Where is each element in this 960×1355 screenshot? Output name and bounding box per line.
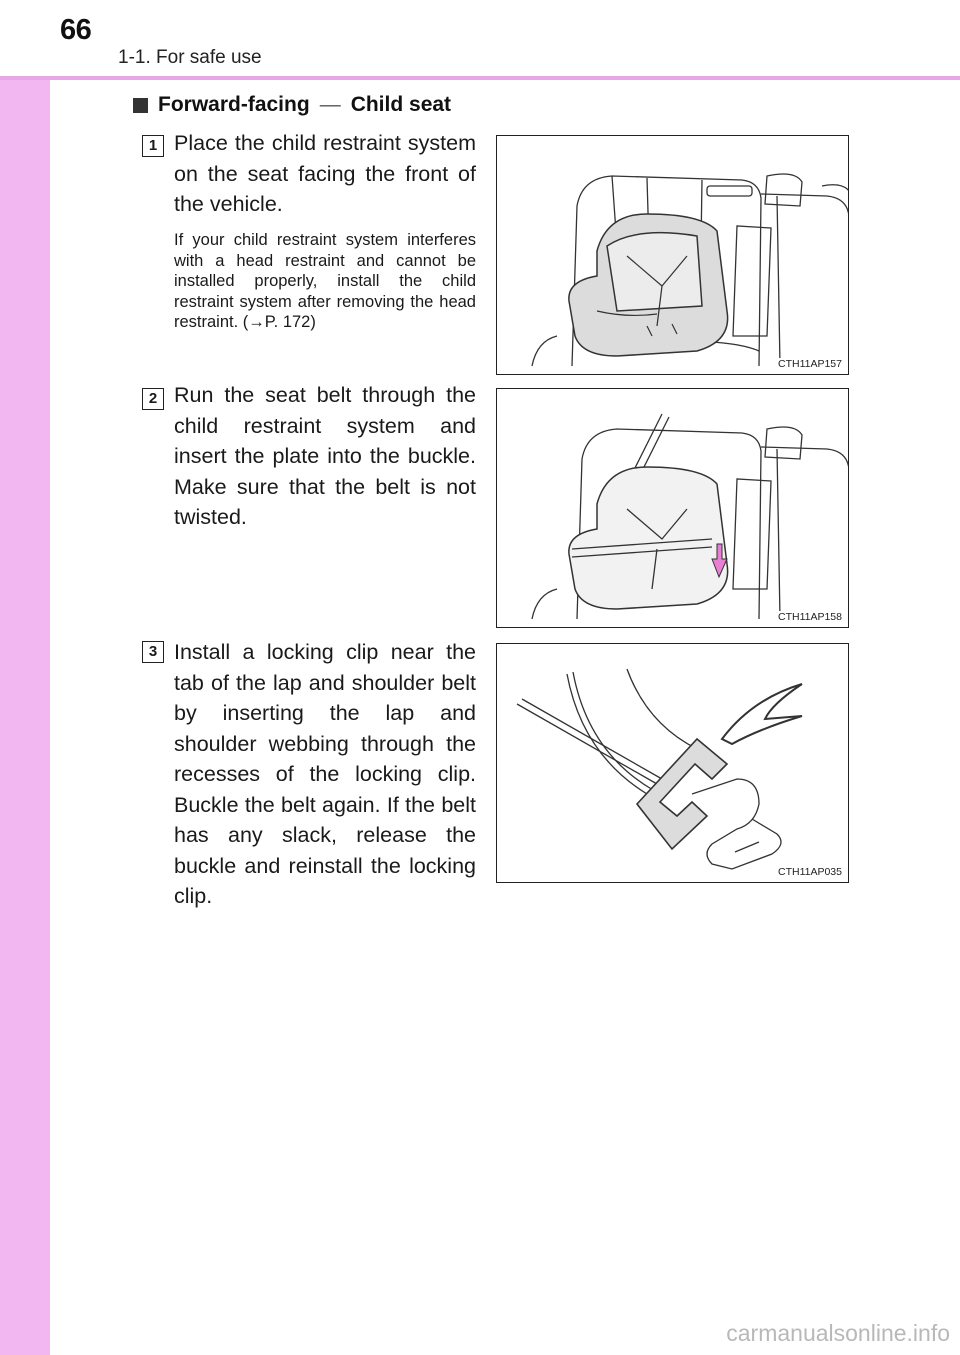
page-number: 66 xyxy=(60,14,92,46)
child-seat-illustration xyxy=(497,136,849,375)
step-text-2: Run the seat belt through the child restraint system and insert the plate into the buckle. Make sure that the belt is not twisted. xyxy=(174,383,476,529)
step-text-3: Install a locking clip near the tab of the lap and shoulder belt by inserting the lap and shoulder webbing through the recesses of the locking clip. Buckle the belt again. If the belt has any slack, release the buckle and reinstall the locking clip. xyxy=(174,640,476,908)
heading-title: Forward-facing xyxy=(158,93,310,116)
figure-code-3: CTH11AP035 xyxy=(774,866,842,878)
square-bullet-icon xyxy=(133,98,148,113)
figure-seat-belt-routing xyxy=(496,388,849,628)
chapter-side-tab xyxy=(0,0,50,1355)
header-rule xyxy=(0,76,960,80)
watermark: carmanualsonline.info xyxy=(726,1320,950,1346)
step-number-1: 1 xyxy=(142,135,164,157)
step-note-1: If your child restraint system interferes with a head restraint and cannot be installed properly, install the child restraint system after removing the head restraint. (→P. 172) xyxy=(174,231,476,331)
figure-child-seat-placement xyxy=(496,135,849,375)
section-heading xyxy=(133,93,451,117)
section-label: 1-1. For safe use xyxy=(118,47,262,68)
belt-routing-illustration xyxy=(497,389,849,628)
figure-code-1: CTH11AP157 xyxy=(774,358,842,370)
heading-subtitle: Child seat xyxy=(350,93,452,116)
figure-code-2: CTH11AP158 xyxy=(774,611,842,623)
locking-clip-illustration xyxy=(497,644,849,883)
step-number-2: 2 xyxy=(142,388,164,410)
step-text-1: Place the child restraint system on the seat facing the front of the vehicle. xyxy=(174,131,476,216)
step-number-3: 3 xyxy=(142,641,164,663)
figure-locking-clip xyxy=(496,643,849,883)
heading-dash: — xyxy=(319,93,341,116)
